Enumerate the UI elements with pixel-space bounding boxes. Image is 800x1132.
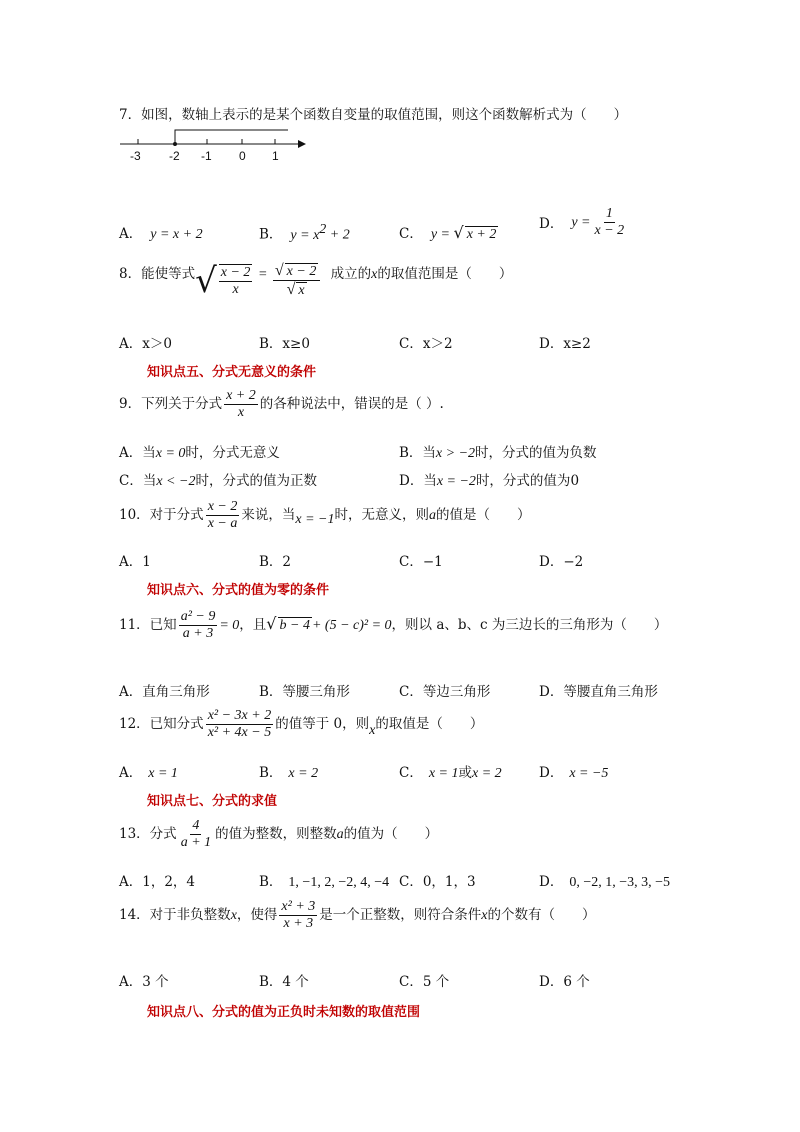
q12-option-a: A． x = 1: [119, 765, 178, 781]
q11-option-b: B．等腰三角形: [259, 684, 350, 700]
q7-option-a: A． y = x + 2: [119, 226, 203, 242]
q11-option-d: D．等腰直角三角形: [539, 684, 658, 700]
q8-stem: 8．能使等式√ $\frac{x - 2}{x}$ = $\frac{√ x - 2}{√ x}$ 成立的x的取值范围是（ ）: [119, 260, 513, 301]
section-heading-6: 知识点六、分式的值为零的条件: [147, 583, 330, 598]
tick-label: -1: [201, 149, 212, 163]
q10-option-a: A．1: [119, 554, 151, 570]
q14-option-a: A．3 个: [119, 974, 169, 990]
q10-stem: 10．对于分式 $\frac{x - 2}{x - a}$ 来说，当x = −1时，无意义，则a的值是（ ）: [119, 499, 531, 532]
q13-option-d: D． 0, −2, 1, −3, 3, −5: [539, 874, 671, 890]
q10-option-b: B．2: [259, 554, 292, 570]
q7-stem: 7．如图，数轴上表示的是某个函数自变量的取值范围，则这个函数解析式为（ ）: [119, 107, 628, 123]
q8-option-a: A．x＞0: [119, 336, 172, 352]
q9-option-d: D．当x = −2时，分式的值为0: [399, 473, 580, 489]
q9-option-b: B．当x > −2时，分式的值为负数: [399, 445, 597, 461]
q12-option-c: C． x = 1或x = 2: [399, 765, 502, 781]
q9-stem: 9．下列关于分式 $\frac{x + 2}{x}$ 的各种说法中，错误的是（ ）.: [119, 388, 444, 421]
tick-label: 0: [239, 149, 246, 163]
number-line-figure: [118, 124, 308, 166]
q11-option-c: C．等边三角形: [399, 684, 491, 700]
q7-option-b: B． $y = x^2 + 2$: [259, 222, 350, 243]
q10-option-d: D．−2: [539, 554, 584, 570]
q9-option-a: A．当x = 0时，分式无意义: [119, 445, 280, 461]
q7-option-d: D． y = $\frac{1}{x - 2}$: [539, 206, 625, 239]
section-heading-7: 知识点七、分式的求值: [147, 794, 278, 809]
q12-option-b: B． x = 2: [259, 765, 319, 781]
q8-option-b: B．x≥0: [259, 336, 310, 352]
q14-option-d: D．6 个: [539, 974, 590, 990]
q12-stem: 12．已知分式 $\frac{\text{x² − 3x + 2}}{\text{x² + 4x − 5}}$ 的值等于 0，则x的取值是（ ）: [119, 708, 484, 741]
q13-option-a: A．1，2，4: [119, 874, 196, 890]
q8-option-c: C．x＞2: [399, 336, 453, 352]
q13-option-c: C．0，1，3: [399, 874, 476, 890]
q8-option-d: D．x≥2: [539, 336, 591, 352]
q11-stem: 11．已知 $\frac{\text{a² − 9}}{a + 3}$ = 0，且√ b − 4 + (5 − c)² = 0，则以 a、b、c 为三边长的三角形为（ ）: [119, 609, 668, 642]
q7-option-c: C． y = √ x + 2: [399, 223, 497, 242]
tick-label: -2: [169, 149, 180, 163]
q12-option-d: D． x = −5: [539, 765, 609, 781]
section-heading-8: 知识点八、分式的值为正负时未知数的取值范围: [147, 1005, 421, 1020]
q13-stem: 13．分式 $\frac{4}{a + 1}$ 的值为整数，则整数a的值为（ ）: [119, 818, 439, 851]
q14-stem: 14．对于非负整数x，使得 $\frac{\text{x² + 3}}{x + 3}$ 是一个正整数，则符合条件x的个数有（ ）: [119, 899, 596, 932]
q9-option-c: C．当x < −2时，分式的值为正数: [119, 473, 317, 489]
tick-label: 1: [272, 149, 279, 163]
tick-label: -3: [130, 149, 141, 163]
q11-option-a: A．直角三角形: [119, 684, 210, 700]
q13-option-b: B． 1, −1, 2, −2, 4, −4: [259, 874, 390, 890]
q14-option-c: C．5 个: [399, 974, 450, 990]
q10-option-c: C．−1: [399, 554, 443, 570]
section-heading-5: 知识点五、分式无意义的条件: [147, 365, 317, 380]
q14-option-b: B．4 个: [259, 974, 309, 990]
